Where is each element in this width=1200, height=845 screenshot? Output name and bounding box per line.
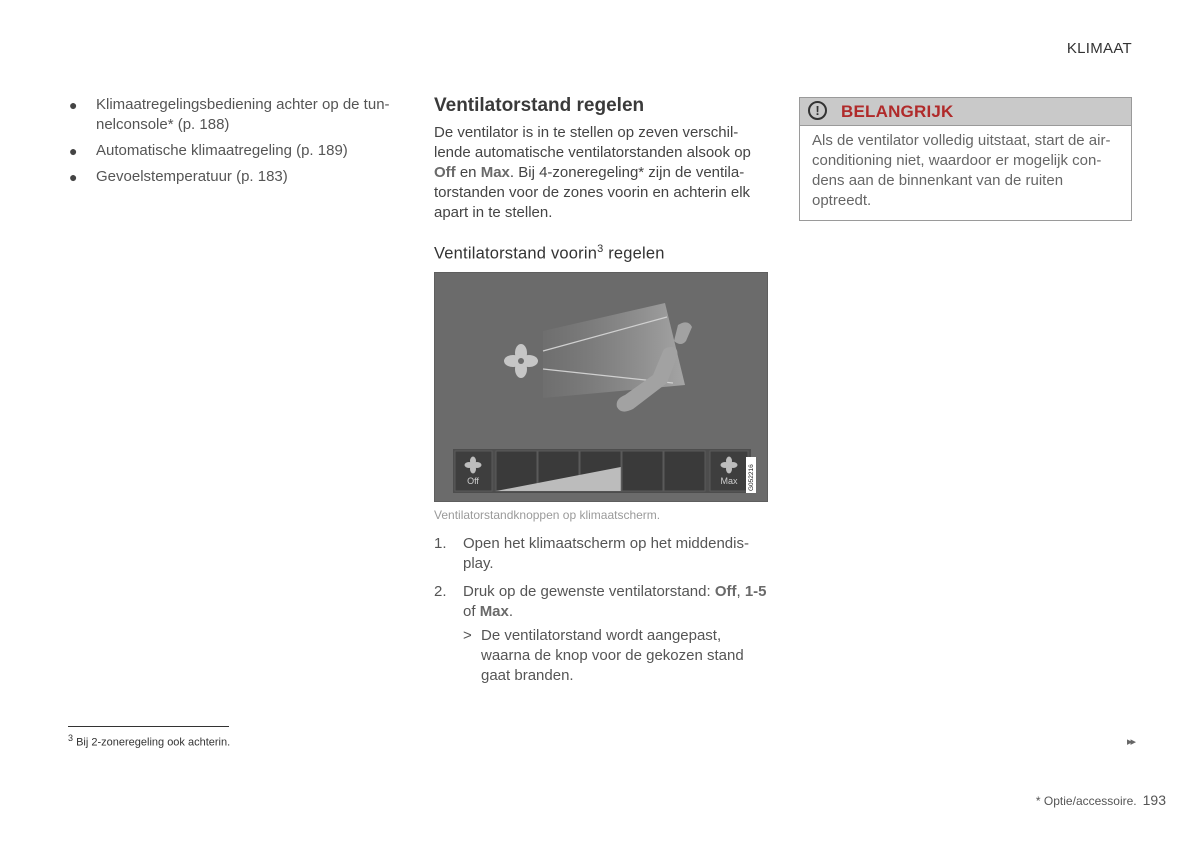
list-item: 1. Open het klimaatscherm op het middendis-play. xyxy=(434,534,749,572)
warning-title: BELANGRIJK xyxy=(841,102,954,121)
warning-box xyxy=(799,97,1132,221)
climate-screen-illustration xyxy=(434,272,768,502)
related-links-list xyxy=(68,95,398,193)
figure-caption: Ventilatorstandknoppen op klimaatscherm. xyxy=(434,507,661,522)
exclamation-icon: ! xyxy=(808,101,827,120)
next-page-arrows-icon[interactable]: ▸▸ xyxy=(1126,736,1134,748)
fan-level-button[interactable] xyxy=(622,451,663,491)
warning-header xyxy=(800,98,1131,126)
figure-code: G052216 xyxy=(748,463,755,491)
main-column xyxy=(434,95,769,694)
section-header: KLIMAAT xyxy=(1066,40,1132,57)
page-footer xyxy=(1036,792,1166,808)
list-item[interactable]: ● Automatische klimaatregeling (p. 189) xyxy=(69,142,348,159)
list-item[interactable]: ● Klimaatregelingsbediening achter op de tun-nelconsole* (p. 188) xyxy=(69,96,390,133)
fan-max-label: Max xyxy=(720,475,738,486)
list-item[interactable]: ● Gevoelstemperatuur (p. 183) xyxy=(69,168,288,185)
footnote: $^3$ Bij 2-zoneregeling ook achterin. xyxy=(68,733,231,749)
fan-off-label: Off xyxy=(467,475,479,486)
footnote-divider xyxy=(68,726,229,727)
page-number: 193 xyxy=(1142,792,1166,808)
subsection-title: Ventilatorstand voorin$^3$ regelen xyxy=(434,243,665,263)
fan-level-steps xyxy=(496,451,705,491)
step-result: > De ventilatorstand wordt aangepast, waarna de knop voor de gekozen stand gaat branden. xyxy=(463,626,744,684)
section-title: Ventilatorstand regelen xyxy=(434,95,645,116)
warning-text: Als de ventilator volledig uitstaat, start de air-conditioning niet, waardoor er mogelijk con-dens aan de binnenkant van de ruiten optreedt. xyxy=(812,132,1111,209)
fan-level-button[interactable] xyxy=(664,451,705,491)
intro-paragraph: De ventilator is in te stellen op zeven verschil-lende automatische ventilatorstanden alsook op Off en Max. Bij 4-zoneregeling* zijn de ventila-torstanden voor de zones voorin en achterin elk apart in te stellen. xyxy=(434,124,751,221)
fan-icon xyxy=(504,344,538,378)
fan-illustration xyxy=(435,273,767,501)
list-item: 2. Druk op de gewenste ventilatorstand: Off, 1-5 of Max. > De ventilatorstand wordt aangepast, waarna de knop voor de gekozen stand gaat branden. xyxy=(434,582,769,686)
footer-note: * Optie/accessoire. xyxy=(1035,794,1137,808)
steps-list xyxy=(434,534,769,686)
